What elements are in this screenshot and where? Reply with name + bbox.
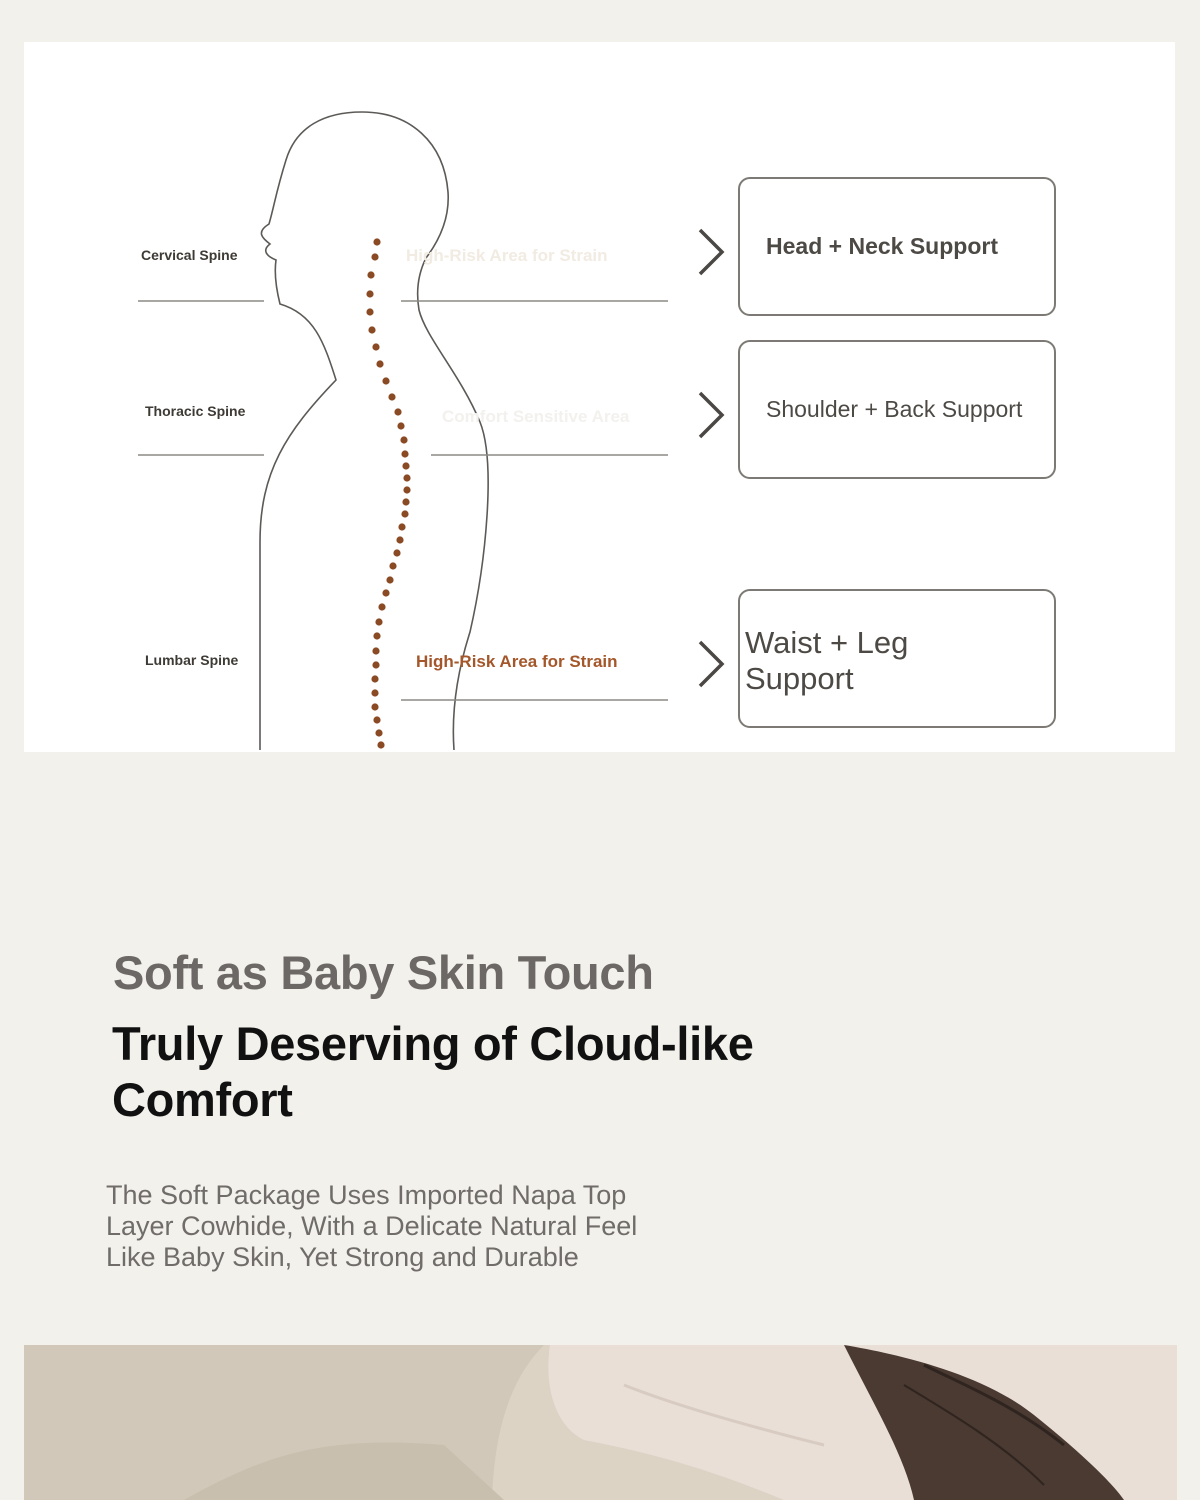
spine-dot [366, 290, 373, 297]
waist-leg-support-label-line2: Support [745, 661, 854, 696]
spine-dot [398, 523, 405, 530]
waist-leg-support-label: Waist + Leg [745, 625, 909, 660]
spine-dot [402, 462, 409, 469]
feature-subtitle: Soft as Baby Skin Touch [113, 946, 654, 999]
spine-dot [382, 377, 389, 384]
lumbar-region-note: High-Risk Area for Strain [416, 652, 618, 671]
spine-dot [373, 238, 380, 245]
spine-dot [372, 661, 379, 668]
spine-dot [375, 618, 382, 625]
spine-dot [371, 703, 378, 710]
spine-dot [401, 450, 408, 457]
spine-dot [394, 408, 401, 415]
feature-description-line: The Soft Package Uses Imported Napa Top [106, 1180, 627, 1210]
shoulder-back-support-box [738, 340, 1056, 479]
spine-dot [388, 393, 395, 400]
spine-dot [386, 576, 393, 583]
feature-title: Truly Deserving of Cloud-like Comfort [112, 1017, 754, 1126]
chevron-right-icon [694, 639, 728, 689]
spine-dot [396, 536, 403, 543]
spine-dot [373, 632, 380, 639]
shoulder-back-support-label: Shoulder + Back Support [766, 396, 1023, 422]
spine-dot [373, 716, 380, 723]
cervical-region-note: High-Risk Area for Strain [406, 246, 608, 265]
chevron-right-icon [694, 227, 728, 277]
thoracic-spine-label: Thoracic Spine [145, 403, 246, 419]
lifestyle-photo [24, 1345, 1177, 1500]
spine-dot [367, 271, 374, 278]
spine-dot [371, 689, 378, 696]
spine-dot [376, 360, 383, 367]
spine-dot [375, 729, 382, 736]
spine-dot [372, 647, 379, 654]
spine-dot [378, 603, 385, 610]
spine-dot [377, 741, 384, 748]
feature-description-line: Like Baby Skin, Yet Strong and Durable [106, 1242, 579, 1272]
spine-dot [403, 474, 410, 481]
head-neck-support-box [738, 177, 1056, 316]
spine-dots [366, 238, 410, 748]
waist-leg-support-box [738, 589, 1056, 728]
spine-dot [371, 253, 378, 260]
feature-description [106, 1180, 726, 1273]
spine-dot [366, 308, 373, 315]
spine-dot [368, 326, 375, 333]
feature-description-line: Layer Cowhide, With a Delicate Natural Feel [106, 1211, 638, 1241]
chevron-right-icon [694, 390, 728, 440]
thoracic-region-note: Comfort Sensitive Area [442, 407, 630, 426]
spine-dot [393, 549, 400, 556]
spine-dot [400, 436, 407, 443]
spine-dot [401, 510, 408, 517]
spine-dot [371, 675, 378, 682]
spine-dot [382, 589, 389, 596]
spine-dot [403, 486, 410, 493]
spine-dot [389, 562, 396, 569]
lumbar-spine-label: Lumbar Spine [145, 652, 239, 668]
cervical-spine-label: Cervical Spine [141, 247, 238, 263]
spine-dot [397, 422, 404, 429]
spine-diagram-panel [24, 42, 1175, 752]
spine-dot [372, 343, 379, 350]
head-neck-support-label: Head + Neck Support [766, 233, 998, 259]
photo-illustration [24, 1345, 1177, 1500]
spine-dot [402, 498, 409, 505]
